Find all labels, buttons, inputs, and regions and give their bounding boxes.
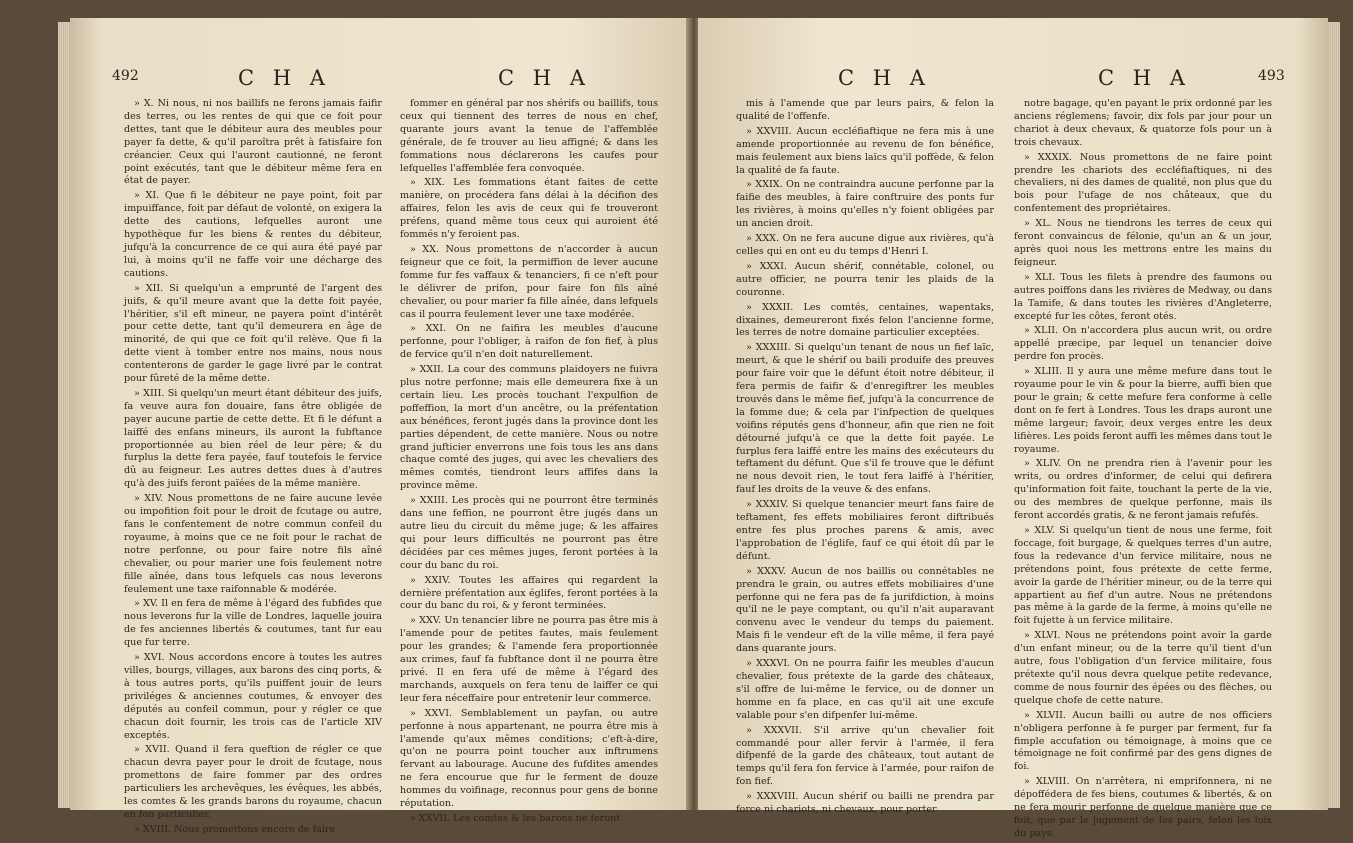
article-paragraph: » XXX. On ne fera aucune digue aux rivières, qu'à celles qui en ont eu du temps d'Henri I.	[736, 233, 994, 257]
text-column	[1014, 98, 1272, 843]
article-paragraph: » XIV. Nous promettons de ne faire aucune levée ou impofition foit pour le droit de fcutage ou autre, fans le confentement de notre commun confeil du royaume, à moins que ce ne foit pour le rachat de notre perfonne, ou pour faire notre fils aîné chevalier, ou pour marier une fois feulement notre fille aînée, dans tous lefquels cas nous leverons feulement une taxe raifonnable & modérée.	[124, 493, 382, 595]
article-paragraph: » XXIX. On ne contraindra aucune perfonne par la faifie des meubles, à faire conftruire des ponts fur les rivières, à moins qu'elles n'y foient obligées par un ancien droit.	[736, 179, 994, 230]
article-paragraph: » XIII. Si quelqu'un meurt étant débiteur des juifs, fa veuve aura fon douaire, fans être obligée de payer aucune partie de cette dette. Et fi le défunt a laiffé des enfans mineurs, ils auront la fubftance proportionnée au bien réel de leur père; & du furplus la dette fera payée, fauf toutefois le fervice dû au feigneur. Les autres dettes dues à d'autres qu'à des juifs feront païées de la même manière.	[124, 387, 382, 490]
article-paragraph: » XXVII. Les comtes & les barons ne feront	[410, 812, 621, 824]
article-paragraph: » XII. Si quelqu'un a emprunté de l'argent des juifs, & qu'il meure avant que la dette foit payée, l'héritier, s'il eft mineur, ne payera point d'intérêt pour cette dette, tant qu'il demeurera en âge de minorité, de qui que ce foit qu'il relève. Que fi la dette vient à tomber entre nos mains, nous nous contenterons de garder le gage livré par le contrat pour fûreté de la même dette.	[124, 282, 382, 385]
article-paragraph: » XXV. Un tenancier libre ne pourra pas être mis à l'amende pour de petites fautes, mais feulement pour les grandes; & l'amende fera proportionnée aux crimes, fauf fa fubftance dont il ne pourra être privé. Il en fera ufé de même à l'égard des marchands, auxquels on fera tenu de laiffer ce qui leur fera néceffaire pour entretenir leur commerce.	[400, 615, 658, 704]
article-paragraph: » XLVII. Aucun bailli ou autre de nos officiers n'obligera perfonne à fe purger par ferment, fur fa fimple accufation ou témoignage, à moins que ce témoignage ne foit confirmé par des gens dignes de foi.	[1014, 709, 1272, 773]
article-paragraph: fommer en général par nos shérifs ou baillifs, tous ceux qui tiennent des terres de nous en chef, quarante jours avant la tenue de l'affemblée générale, de fe trouver au lieu affigné; & dans les fommations nous déclarerons les caufes pour lefquelles l'affemblée fera convoquée.	[400, 98, 658, 174]
running-head: C H A	[1098, 66, 1191, 90]
text-column	[736, 98, 994, 819]
running-head: C H A	[238, 66, 331, 90]
article-paragraph: » XV. Il en fera de même à l'égard des fubfides que nous leverons fur la ville de Londres, laquelle jouira de fes anciennes libertés & coutumes, tant fur eau que fur terre.	[124, 598, 382, 649]
running-head: C H A	[838, 66, 931, 90]
article-paragraph: » XXXIII. Si quelqu'un tenant de nous un fief laïc, meurt, & que le shérif ou baili produife des preuves pour faire voir que le défunt étoit notre débiteur, il fera permis de faifir & d'enregiftrer les meubles trouvés dans le même fief, jufqu'à la concurrence de la fomme due; & cela par l'infpection de quelques voifins réputés gens d'honneur, afin que rien ne foit détourné jufqu'à ce que la dette foit payée. Le furplus fera laiffé entre les mains des exécuteurs du teftament du défunt. Que s'il fe trouve que le défunt ne nous devoit rien, le tout fera laiffé à l'héritier, fauf les droits de la veuve & des enfans.	[736, 342, 994, 496]
article-paragraph: » XXIII. Les procès qui ne pourront être terminés dans une feffion, ne pourront être jugés dans un autre lieu du circuit du même juge; & les affaires qui pour leurs difficultés ne pourront pas être décidées par ces mêmes juges, feront portées à la cour du banc du roi.	[400, 495, 658, 571]
article-paragraph: » XXXIX. Nous promettons de ne faire point prendre les chariots des eccléfiaftiques, ni des chevaliers, ni des dames de qualité, non plus que du bois pour l'ufage de nos châteaux, que du confentement des propriétaires.	[1014, 151, 1272, 215]
article-paragraph: » XXXIV. Si quelque tenancier meurt fans faire de teftament, fes effets mobiliaires feront diftribués entre fes plus proches parens & amis, avec l'approbation de l'églife, fauf ce qui étoit dû par le défunt.	[736, 499, 994, 562]
article-paragraph: » XLIV. On ne prendra rien à l'avenir pour les writs, ou ordres d'informer, de celui qui defirera qu'information foit faite, touchant la perte de la vie, ou des membres de quelque perfonne, mais ils feront accordés gratis, & ne feront jamais refufés.	[1014, 458, 1272, 522]
text-column	[124, 98, 382, 839]
article-paragraph: » XL. Nous ne tiendrons les terres de ceux qui feront convaincus de félonie, qu'un an & un jour, après quoi nous les mettrons entre les mains du feigneur.	[1014, 218, 1272, 268]
article-paragraph: » X. Ni nous, ni nos baillifs ne ferons jamais faifir des terres, ou les rentes de qui que ce foit pour dettes, tant que le débiteur aura des meubles pour payer fa dette, & qu'il paroîtra prêt à fatisfaire fon créancier. Ceux qui l'auront cautionné, ne feront point exécutés, tant que le débiteur même fera en état de payer.	[124, 98, 382, 187]
article-paragraph: » XLV. Si quelqu'un tient de nous une ferme, foit foccage, foit burgage, & quelques terres d'un autre, fous la redevance d'un fervice militaire, nous ne prétendons point, fous prétexte de cette ferme, avoir la garde de l'héritier mineur, ou de la terre qui appartient au fief d'un autre. Nous ne prétendons pas même à la garde de la ferme, à moins qu'elle ne foit fujette à un fervice militaire.	[1014, 525, 1272, 627]
text-column	[400, 98, 658, 828]
article-paragraph: » XXXII. Les comtés, centaines, wapentaks, dixaines, demeureront fixés felon l'ancienne forme, les terres de notre domaine particulier exceptées.	[736, 301, 994, 339]
running-head: C H A	[498, 66, 591, 90]
article-paragraph: » XVI. Nous accordons encore à toutes les autres villes, bourgs, villages, aux barons des cinq ports, & à tous autres ports, qu'ils puiffent jouir de leurs priviléges & anciennes coutumes, & envoyer des députés au confeil commun, pour y régler ce que chacun doit fournir, les trois cas de l'article XIV exceptés.	[124, 652, 382, 741]
right-page	[698, 18, 1328, 839]
article-paragraph: » XXXV. Aucun de nos baillis ou connétables ne prendra le grain, ou autres effets mobiliaires d'une perfonne qui ne fera pas de fa jurifdiction, à moins qu'il ne le paye comptant, ou qu'il n'ait auparavant convenu avec le vendeur du temps du paiement. Mais fi le vendeur eft de la ville même, il fera payé dans quarante jours.	[736, 565, 994, 655]
page-number: 493	[1258, 68, 1285, 84]
left-page	[70, 18, 690, 835]
article-paragraph: » XVII. Quand il fera queftion de régler ce que chacun devra payer pour le droit de fcutage, nous promettons de faire fommer par des ordres particuliers les archevêques, les évêques, les abbés, les comtes & les grands barons du royaume, chacun en fon particulier.	[124, 744, 382, 820]
page-number: 492	[112, 68, 139, 84]
article-paragraph: » XLI. Tous les filets à prendre des faumons ou autres poiffons dans les rivières de Medway, ou dans la Tamife, & dans toutes les rivières d'Angleterre, excepté fur les côtes, feront otés.	[1014, 271, 1272, 322]
article-paragraph: » XXVI. Semblablement un payfan, ou autre perfonne à nous appartenant, ne pourra être mis à l'amende qu'aux mêmes conditions; c'eft-à-dire, qu'on ne pourra point toucher aux inftrumens fervant au labourage. Aucune des fufdites amendes ne fera encourue que fur le ferment de douze hommes du voifinage, reconnus pour gens de bonne réputation.	[400, 707, 658, 810]
article-paragraph: » XXXVI. On ne pourra faifir les meubles d'aucun chevalier, fous prétexte de la garde des châteaux, s'il offre de lui-même le fervice, ou de donner un homme en fa place, en cas qu'il ait une excufe valable pour s'en difpenfer lui-même.	[736, 658, 994, 721]
page-edges-right	[1326, 22, 1340, 808]
article-paragraph: » XLVI. Nous ne prétendons point avoir la garde d'un enfant mineur, ou de la terre qu'il tient d'un autre, fous l'obligation d'un fervice militaire, fous prétexte qu'il nous devra quelque petite redevance, comme de nous fournir des épées ou des flèches, ou quelque chofe de cette nature.	[1014, 630, 1272, 706]
article-paragraph: » XLII. On n'accordera plus aucun writ, ou ordre appellé præcipe, par lequel un tenancier doive perdre fon procès.	[1014, 325, 1272, 363]
article-paragraph: » XXXI. Aucun shérif, connétable, colonel, ou autre officier, ne pourra tenir les plaids de la couronne.	[736, 260, 994, 298]
article-paragraph: notre bagage, qu'en payant le prix ordonné par les anciens réglemens; favoir, dix fols par jour pour un chariot à deux chevaux, & quatorze fols pour un à trois chevaux.	[1014, 98, 1272, 148]
article-paragraph: » XXII. La cour des communs plaidoyers ne fuivra plus notre perfonne; mais elle demeurera fixe à un certain lieu. Les procès touchant l'expulfion de poffeffion, la mort d'un ancêtre, ou la préfentation aux bénéfices, feront jugés dans la province dont les parties dépendent, de cette manière. Nous ou notre grand jufticier enverrons une fois tous les ans dans chaque comté des juges, qui avec les chevaliers des mêmes comtés, tiendront leurs affifes dans la province même.	[400, 364, 658, 492]
article-paragraph: » XIX. Les fommations étant faites de cette manière, on procédera fans délai à la décifion des affaires, felon les avis de ceux qui fe trouveront préfens, quand même tous ceux qui auroient été fommés n'y feroient pas.	[400, 177, 658, 241]
article-paragraph: » XI. Que fi le débiteur ne paye point, foit par impuiffance, foit par défaut de volonté, on exigera la dette des cautions, lefquelles auront une hypothèque fur les biens & rentes du débiteur, jufqu'à la concurrence de ce qui aura été payé par lui, à moins qu'il ne faffe voir une décharge des cautions.	[124, 190, 382, 279]
article-paragraph: » XXXVIII. Aucun shérif ou bailli ne prendra par force ni chariots, ni chevaux, pour porter	[736, 791, 994, 816]
article-paragraph: » XLIII. Il y aura une même mefure dans tout le royaume pour le vin & pour la bierre, auffi bien que pour le grain; & cette mefure fera conforme à celle dont on fe fert à Londres. Tous les draps auront une même largeur; favoir, deux verges entre les deux lifières. Les poids feront auffi les mêmes dans tout le royaume.	[1014, 366, 1272, 455]
article-paragraph: » XXIV. Toutes les affaires qui regardent la dernière préfentation aux églifes, feront portées à la cour du banc du roi, & y feront terminées.	[400, 574, 658, 612]
article-paragraph: » XXI. On ne faifira les meubles d'aucune perfonne, pour l'obliger, à raifon de fon fief, à plus de fervice qu'il n'en doit naturellement.	[400, 323, 658, 361]
article-paragraph: » XLVIII. On n'arrêtera, ni emprifonnera, ni ne dépoffédera de fes biens, coutumes & libertés, & on ne fera mourir perfonne de quelque manière que ce foit, que par le jugement de fes pairs, felon les loix du pays.	[1014, 776, 1272, 839]
article-paragraph: » XX. Nous promettons de n'accorder à aucun feigneur que ce foit, la permiffion de lever aucune fomme fur fes vaffaux & tenanciers, fi ce n'eft pour le délivrer de prifon, pour faire fon fils aîné chevalier, ou pour marier fa fille aînée, dans lefquels cas il pourra feulement lever une taxe modérée.	[400, 243, 658, 320]
article-paragraph: » XXVIII. Aucun eccléfiaftique ne fera mis à une amende proportionnée au revenu de fon bénéfice, mais feulement aux biens laïcs qu'il poffède, & felon la qualité de fa faute.	[736, 125, 994, 176]
article-paragraph: » XVIII. Nous promettons encore de faire	[134, 823, 336, 835]
article-paragraph: mis à l'amende que par leurs pairs, & felon la qualité de l'offenfe.	[736, 98, 994, 122]
article-paragraph: » XXXVII. S'il arrive qu'un chevalier foit commandé pour aller fervir à l'armée, il fera difpenfé de la garde des châteaux, tout autant de temps qu'il fera fon fervice à l'armée, pour raifon de fon fief.	[736, 724, 994, 788]
